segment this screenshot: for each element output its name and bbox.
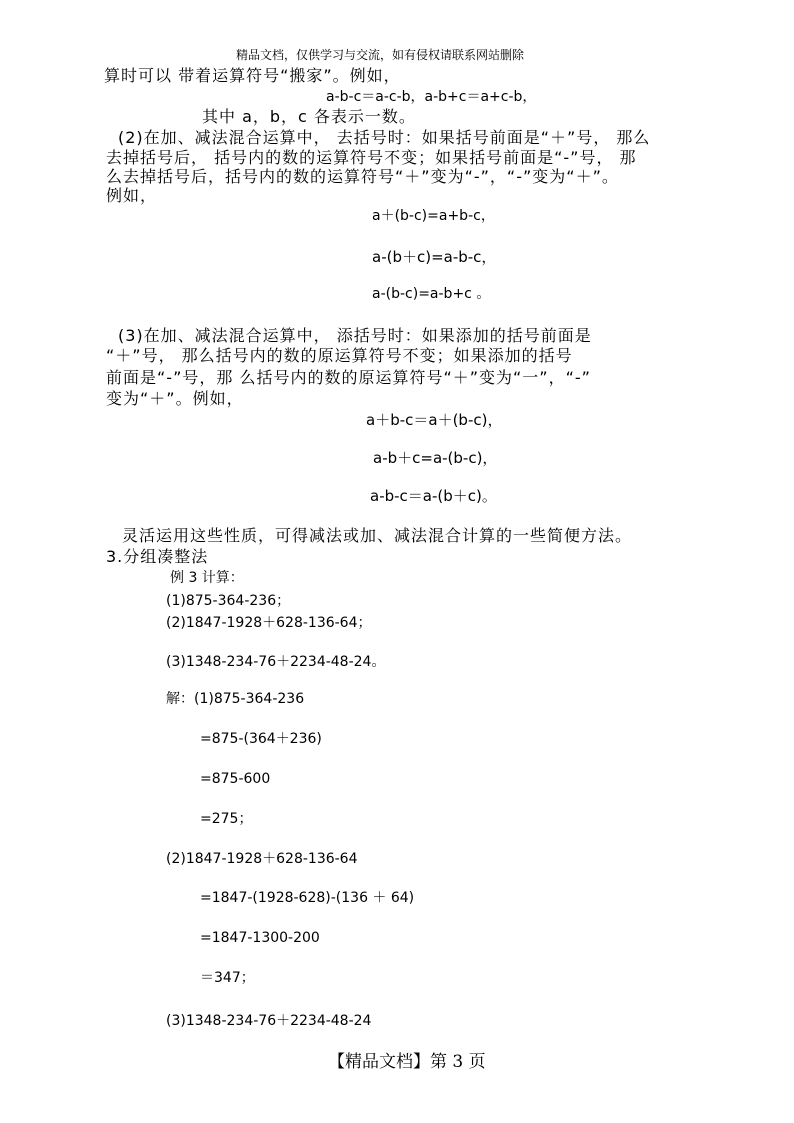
rule2-line-1: (2)在加、减法混合运算中， 去括号时：如果括号前面是“＋”号， 那么 <box>118 128 651 147</box>
page-footer: 【精品文档】第 3 页 <box>328 1052 486 1072</box>
question-1: (1)875-364-236； <box>166 593 291 609</box>
solution-1-head: 解：(1)875-364-236 <box>166 691 305 707</box>
solution-1-step-c: =275； <box>200 811 253 827</box>
solution-2-step-b: =1847-1300-200 <box>200 930 320 946</box>
rule2-line-3: 么去掉括号后，括号内的数的运算符号“＋”变为“-”，“-”变为“＋”。 <box>106 167 619 186</box>
question-3: (3)1348-234-76＋2234-48-24。 <box>166 654 386 670</box>
rule3-line-1: (3)在加、减法混合运算中， 添括号时：如果添加的括号前面是 <box>118 326 592 345</box>
solution-2-step-c: ＝347； <box>200 970 255 986</box>
rule3-example-2: a-b＋c=a-(b-c)， <box>373 449 498 467</box>
solution-1-step-a: =875-(364＋236) <box>200 731 322 747</box>
solution-2-step-a: =1847-(1928-628)-(136 ＋ 64) <box>200 890 415 906</box>
rule3-example-3: a-b-c＝a-(b＋c)。 <box>370 487 497 505</box>
rule2-example-3: a-(b-c)=a-b+c 。 <box>372 286 491 302</box>
intro-line-1: 算时可以 带着运算符号“搬家”。例如， <box>104 66 401 85</box>
rule2-example-2: a-(b＋c)=a-b-c， <box>372 248 497 266</box>
section3-title: 3.分组凑整法 <box>106 547 209 566</box>
rule2-line-4: 例如， <box>106 186 158 205</box>
example-label: 例 3 计算： <box>170 570 244 586</box>
question-2: (2)1847-1928＋628-136-64； <box>166 615 372 631</box>
rule3-example-1: a＋b-c＝a＋(b-c)， <box>366 411 503 429</box>
summary-text: 灵活运用这些性质，可得减法或加、减法混合计算的一些简便方法。 <box>122 526 633 545</box>
intro-note: 其中 a，b，c 各表示一数。 <box>202 107 416 126</box>
solution-3-head: (3)1348-234-76＋2234-48-24 <box>166 1013 372 1029</box>
rule3-line-4: 变为“＋”。例如， <box>106 389 244 408</box>
intro-example: a-b-c＝a-c-b，a-b+c＝a+c-b， <box>326 89 537 105</box>
header-watermark: 精品文档，仅供学习与交流，如有侵权请联系网站删除 <box>236 48 525 62</box>
solution-2-head: (2)1847-1928＋628-136-64 <box>166 851 358 867</box>
rule2-line-2: 去掉括号后， 括号内的数的运算符号不变；如果括号前面是“-”号， 那 <box>106 148 637 167</box>
solution-1-step-b: =875-600 <box>200 771 271 787</box>
rule3-line-3: 前面是“-”号，那 么括号内的数的原运算符号“＋”变为“一”，“-” <box>106 368 591 387</box>
rule2-example-1: a＋(b-c)=a+b-c， <box>372 208 495 224</box>
rule3-line-2: “＋”号， 那么括号内的数的原运算符号不变；如果添加的括号 <box>106 346 573 365</box>
